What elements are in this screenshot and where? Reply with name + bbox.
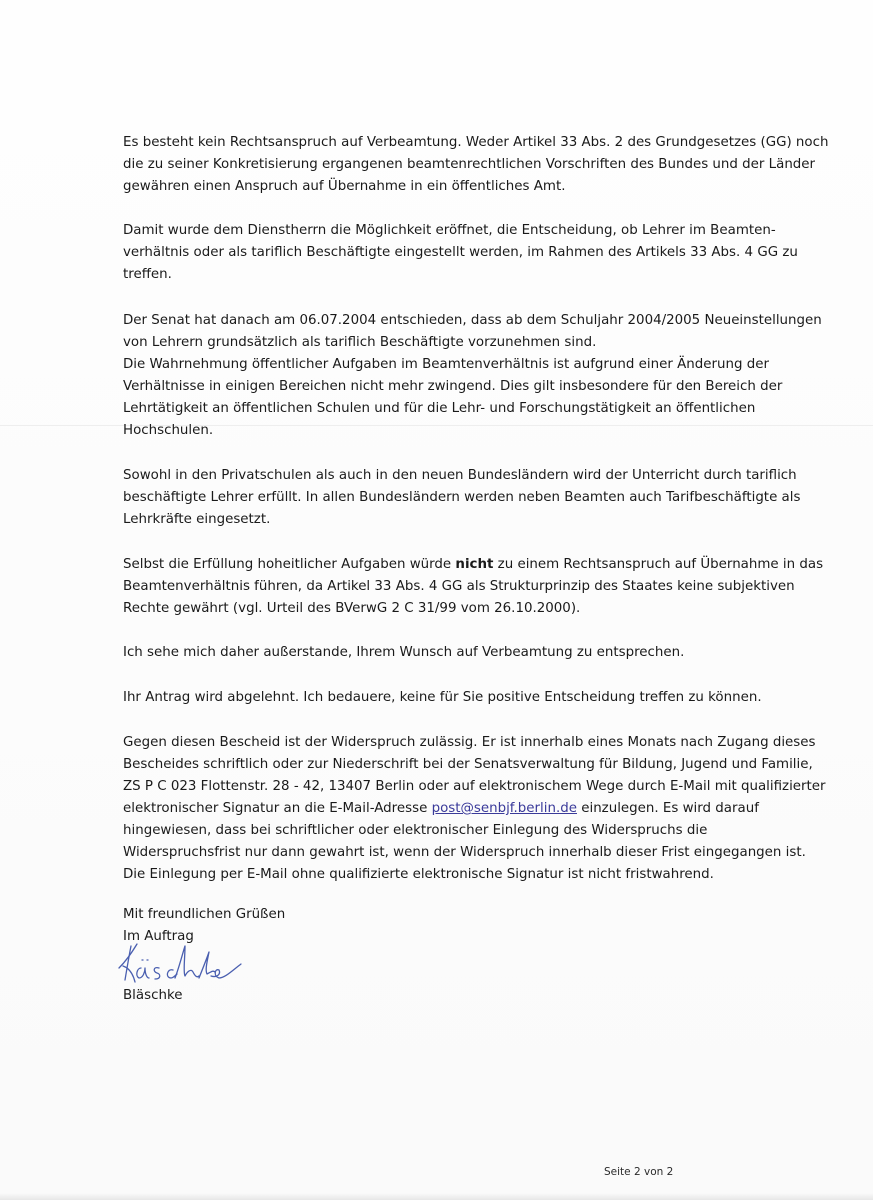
closing-greeting: Mit freundlichen Grüßen (123, 907, 286, 922)
paragraph-legal-remedy (123, 732, 826, 886)
text-line: Lehrkräfte eingesetzt. (123, 512, 271, 527)
text-segment: Selbst die Erfüllung hoheitlicher Aufgaben würde (123, 557, 456, 572)
paragraph-unable-to-comply (123, 642, 823, 664)
text-segment: einzulegen. Es wird darauf (576, 801, 759, 816)
email-link[interactable]: post@senbjf.berlin.de (431, 801, 577, 816)
signatory-block (123, 985, 823, 1007)
text-line: verhältnis oder als tariflich Beschäftigte eingestellt werden, im Rahmen des Artikels 33 Abs. 4 GG zu (123, 245, 798, 260)
paragraph-application-rejected (123, 687, 823, 709)
text-line: von Lehrern grundsätzlich als tariflich Beschäftigte vorzunehmen sind. (123, 335, 597, 350)
text-segment: elektronischer Signatur an die E-Mail-Adresse (123, 801, 432, 816)
text-line: Beamtenverhältnis führen, da Artikel 33 Abs. 4 GG als Strukturprinzip des Staates keine subjektiven (123, 579, 795, 594)
text-line: Es besteht kein Rechtsanspruch auf Verbeamtung. Weder Artikel 33 Abs. 2 des Grundgesetzes (GG) noch (123, 135, 829, 150)
text-line: Damit wurde dem Dienstherrn die Möglichkeit eröffnet, die Entscheidung, ob Lehrer im Beamten- (123, 223, 776, 238)
text-segment: zu einem Rechtsanspruch auf Übernahme in das (493, 557, 824, 572)
text-line: beschäftigte Lehrer erfüllt. In allen Bundesländern werden neben Beamten auch Tarifbeschäftigte als (123, 490, 801, 505)
page-number: Seite 2 von 2 (604, 1166, 674, 1178)
scan-edge-shadow (0, 1193, 873, 1200)
text-line: treffen. (123, 267, 172, 282)
text-line: die zu seiner Konkretisierung ergangenen beamtenrechtlichen Vorschriften des Bundes und der Länder (123, 157, 816, 172)
text-line: Lehrtätigkeit an öffentlichen Schulen und für die Lehr- und Forschungstätigkeit an öffentlichen (123, 401, 756, 416)
paragraph-no-legal-claim (123, 132, 829, 198)
text-line: Bescheides schriftlich oder zur Niederschrift bei der Senatsverwaltung für Bildung, Jugend und Familie, (123, 757, 813, 772)
emphasis-nicht: nicht (455, 557, 494, 572)
text-line: Die Wahrnehmung öffentlicher Aufgaben im Beamtenverhältnis ist aufgrund einer Änderung der (123, 357, 769, 372)
closing-on-behalf: Im Auftrag (123, 929, 194, 944)
text-line: ZS P C 023 Flottenstr. 28 - 42, 13407 Berlin oder auf elektronischem Wege durch E-Mail mit qualifizierter (123, 779, 826, 794)
text-line: Verhältnisse in einigen Bereichen nicht mehr zwingend. Dies gilt insbesondere für den Bereich der (123, 379, 783, 394)
text-line: Rechte gewährt (vgl. Urteil des BVerwG 2 C 31/99 vom 26.10.2000). (123, 601, 581, 616)
text-line: hingewiesen, dass bei schriftlicher oder elektronischer Einlegung des Widerspruchs die (123, 823, 708, 838)
text-line: Ihr Antrag wird abgelehnt. Ich bedauere, keine für Sie positive Entscheidung treffen zu können. (123, 690, 762, 705)
text-line (123, 554, 823, 576)
text-line: Widerspruchsfrist nur dann gewahrt ist, wenn der Widerspruch innerhalb dieser Frist eingegangen ist. (123, 845, 806, 860)
signatory-name: Bläschke (123, 988, 183, 1003)
paragraph-sovereign-duties (123, 554, 823, 620)
paragraph-private-schools (123, 465, 823, 531)
handwritten-signature (115, 938, 250, 988)
text-line: gewähren einen Anspruch auf Übernahme in ein öffentliches Amt. (123, 179, 566, 194)
text-line: Sowohl in den Privatschulen als auch in den neuen Bundesländern wird der Unterricht durch tariflich (123, 468, 797, 483)
text-line: Der Senat hat danach am 06.07.2004 entschieden, dass ab dem Schuljahr 2004/2005 Neueinstellungen (123, 313, 822, 328)
paragraph-employer-decision (123, 220, 823, 286)
text-line: Hochschulen. (123, 423, 214, 438)
text-line (123, 798, 823, 820)
paragraph-senate-decision (123, 310, 823, 442)
text-line: Gegen diesen Bescheid ist der Widerspruch zulässig. Er ist innerhalb eines Monats nach Zugang dieses (123, 735, 816, 750)
text-line: Die Einlegung per E-Mail ohne qualifizierte elektronische Signatur ist nicht fristwahrend. (123, 867, 714, 882)
text-line: Ich sehe mich daher außerstande, Ihrem Wunsch auf Verbeamtung zu entsprechen. (123, 645, 685, 660)
